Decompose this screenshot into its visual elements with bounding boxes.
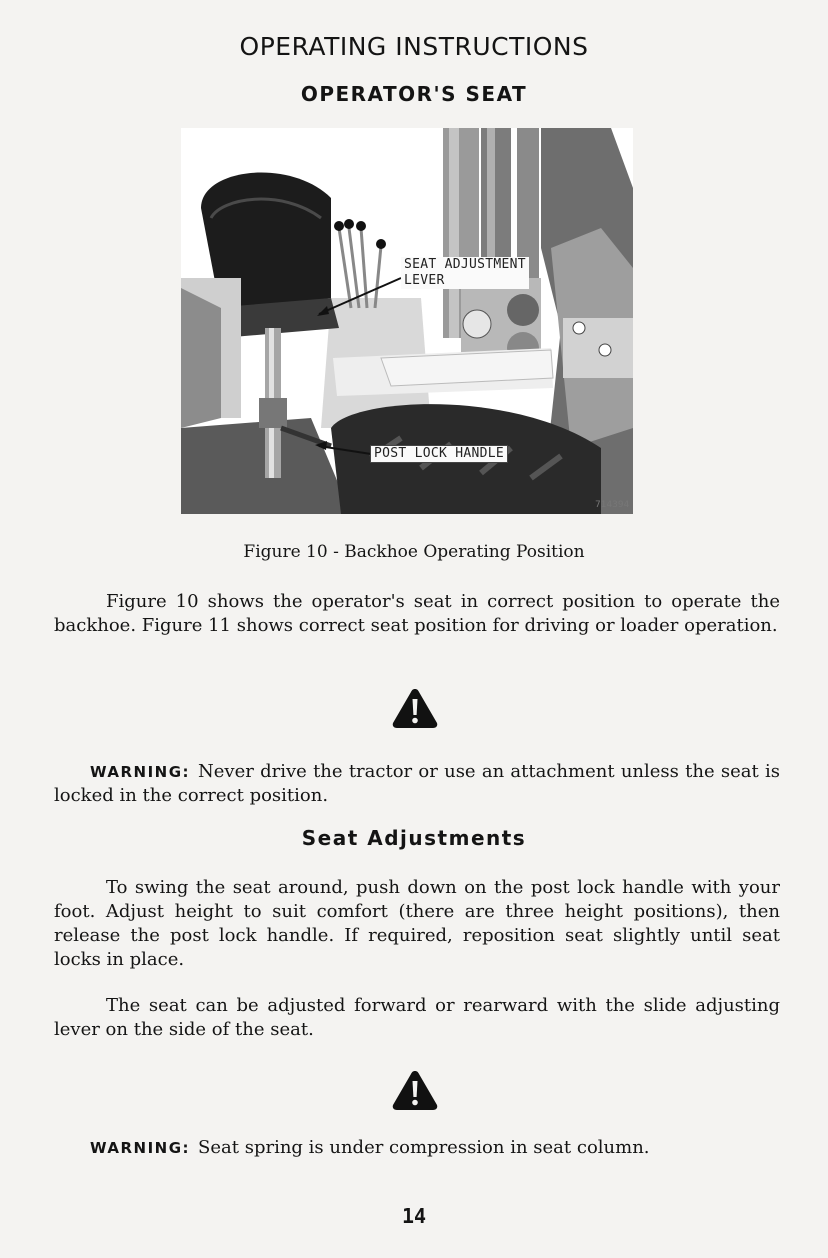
- paragraph-swing-seat: To swing the seat around, push down on the post lock handle with your foot. Adjust height to suit comfort (there are three height positions), then release the post lock handle. If required, reposition seat slightly until seat locks in place.: [54, 877, 780, 970]
- warning-triangle-icon: [392, 1070, 438, 1110]
- photo-code: 714394: [595, 500, 630, 510]
- warning-triangle-icon: [392, 688, 438, 728]
- page-title: OPERATING INSTRUCTIONS: [239, 32, 589, 61]
- callout-post-lock-handle: POST LOCK HANDLE: [370, 445, 508, 463]
- callout-seat-line-2: LEVER: [404, 273, 445, 288]
- callout-seat-adjustment-lever: [401, 257, 529, 289]
- page-number: 14: [401, 1204, 427, 1228]
- figure-caption: Figure 10 - Backhoe Operating Position: [243, 542, 585, 562]
- section-title: OPERATOR'S SEAT: [300, 82, 528, 106]
- warning-text: Never drive the tractor or use an attachment unless the seat is locked in the correct position.: [54, 761, 780, 806]
- warning-seat-spring: [54, 1136, 780, 1160]
- warning-label: WARNING:: [90, 1139, 191, 1157]
- warning-text: Seat spring is under compression in seat column.: [198, 1137, 650, 1158]
- paragraph-slide-adjust: The seat can be adjusted forward or rearward with the slide adjusting lever on the side of the seat.: [54, 995, 780, 1040]
- figure-photo: [181, 128, 633, 514]
- paragraph-figure-description: Figure 10 shows the operator's seat in correct position to operate the backhoe. Figure 11 shows correct seat position for driving or loader operation.: [54, 591, 780, 636]
- warning-label: WARNING:: [90, 763, 191, 781]
- callout-seat-line-1: SEAT ADJUSTMENT: [404, 257, 526, 272]
- seat-adjustments-heading: Seat Adjustments: [301, 826, 527, 850]
- warning-seat-locked: [54, 760, 780, 808]
